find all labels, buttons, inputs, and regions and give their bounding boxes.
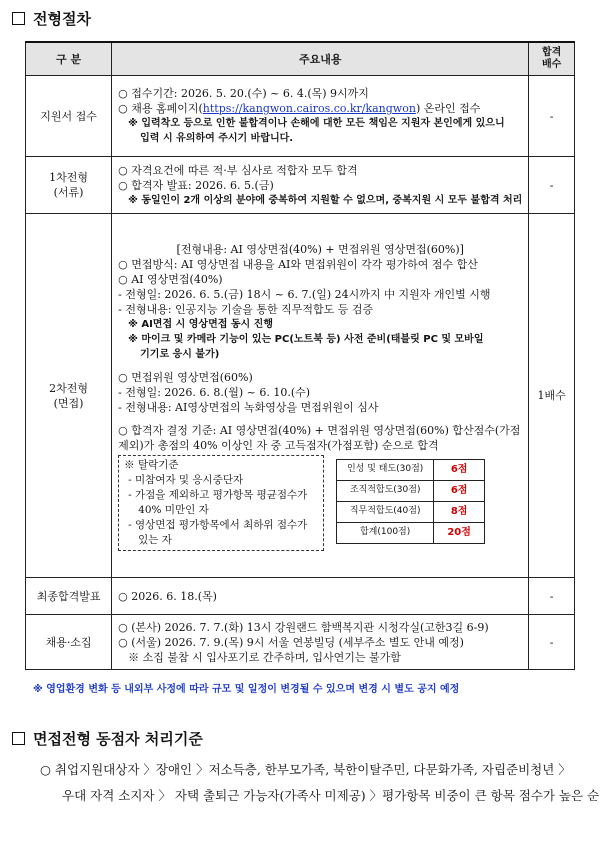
checkbox-square-icon <box>12 12 25 25</box>
schedule-change-notice: ※ 영업환경 변화 등 내외부 사정에 따라 규모 및 일정이 변경될 수 있으며 변경 시 별도 공지 예정 <box>33 684 460 695</box>
section-title-tie-rules <box>12 728 203 749</box>
result-first-stage: - <box>529 157 575 214</box>
criteria-value: 6점 <box>434 459 485 480</box>
category-second-stage <box>26 214 112 578</box>
category-application: 지원서 접수 <box>26 76 112 157</box>
drop-item-2-line2: 40% 미만인 자 <box>138 503 209 516</box>
category-hiring: 채용·소집 <box>26 615 112 670</box>
ai-interview-note1: ※ AI면접 시 영상면접 동시 진행 <box>128 318 273 330</box>
content-final <box>112 578 529 615</box>
criteria-label: 직무적합도(40점) <box>337 501 434 522</box>
ai-interview-date: - 전형일: 2026. 6. 5.(금) 18시 ~ 6. 7.(일) 24시까지 中 지원자 개인별 시행 <box>118 287 491 301</box>
drop-criteria-title: ※ 탈락기준 <box>124 458 179 471</box>
application-period: ○ 접수기간: 2026. 5. 20.(수) ~ 6. 4.(목) 9시까지 <box>118 87 369 100</box>
ai-interview-note2-line1: ※ 마이크 및 카메라 기능이 있는 PC(노트북 등) 사전 준비(태블릿 PC 및 모바일 <box>128 333 484 345</box>
decision-criteria-line1: ○ 합격자 결정 기준: AI 영상면접(40%) + 면접위원 영상면접(60%) 합산점수(가점 <box>118 423 521 437</box>
section-title-text: 면접전형 동점자 처리기준 <box>33 730 203 748</box>
decision-criteria-line2: 제외)가 총점의 40% 이상인 자 중 고득점자(가점포함) 순으로 합격 <box>118 438 439 452</box>
table-header-row <box>26 42 575 76</box>
table-row-hiring <box>26 615 575 670</box>
hiring-line1: ○ (본사) 2026. 7. 7.(화) 13시 강원랜드 함백복지관 시청각실(고한3길 6-9) <box>118 620 489 634</box>
result-second-stage: 1배수 <box>529 214 575 578</box>
section-title-procedure <box>12 8 91 29</box>
category-first-stage <box>26 157 112 214</box>
drop-item-3-line1: - 영상면접 평가항목에서 최하위 점수가 <box>128 518 308 531</box>
procedure-table <box>25 41 575 670</box>
criteria-row <box>337 480 485 501</box>
drop-criteria-box <box>118 455 324 551</box>
second-stage-method: ○ 면접방식: AI 영상면접 내용을 AI와 면접위원이 각각 평가하여 점수 합산 <box>118 257 478 271</box>
first-stage-line2: ○ 합격자 발표: 2026. 6. 5.(금) <box>118 178 274 192</box>
minimum-score-table <box>336 459 485 544</box>
table-row-first-stage <box>26 157 575 214</box>
header-result <box>529 42 575 76</box>
second-stage-name: 2차전형 <box>49 381 89 395</box>
homepage-link[interactable]: https://kangwon.cairos.co.kr/kangwon <box>202 102 416 115</box>
homepage-suffix: ) 온라인 접수 <box>415 102 481 115</box>
result-application: - <box>529 76 575 157</box>
hiring-line2: ○ (서울) 2026. 7. 9.(목) 9시 서울 연봉빌딩 (세부주소 별도 안내 예정) <box>118 635 464 649</box>
header-category: 구 분 <box>26 42 112 76</box>
first-stage-note: ※ 동일인이 2개 이상의 분야에 중복하여 지원할 수 없으며, 중복지원 시 모두 불합격 처리 <box>128 194 523 206</box>
drop-criteria-area <box>118 455 522 551</box>
ai-interview-content: - 전형내용: 인공지능 기술을 통한 직무적합도 등 검증 <box>118 302 374 316</box>
homepage-prefix: ○ 채용 홈페이지( <box>118 102 203 115</box>
criteria-label: 합계(100점) <box>337 522 434 543</box>
criteria-label: 인성 및 태도(30점) <box>337 459 434 480</box>
table-row-application <box>26 76 575 157</box>
section-title-text: 전형절차 <box>33 10 91 28</box>
panel-interview-date: - 전형일: 2026. 6. 8.(월) ~ 6. 10.(수) <box>118 385 311 399</box>
table-row-second-stage <box>26 214 575 578</box>
table-row-final <box>26 578 575 615</box>
tie-rule-line2: 우대 자격 소지자 〉 자택 출퇴근 가능자(가족사 미제공) 〉평가항목 비중이 큰 항목 점수가 높은 순 <box>62 788 600 803</box>
criteria-row <box>337 522 485 543</box>
drop-item-2-line1: - 가점을 제외하고 평가항목 평균점수가 <box>128 488 308 501</box>
result-final: - <box>529 578 575 615</box>
first-stage-name: 1차전형 <box>49 171 89 184</box>
tie-rule-line1: ○ 취업지원대상자 〉장애인 〉저소득층, 한부모가족, 북한이탈주민, 다문화가족, 자립준비청년 〉 <box>40 762 571 777</box>
first-stage-type: (서류) <box>53 186 84 199</box>
header-result-line1: 합격 <box>542 47 562 58</box>
panel-interview-content: - 전형내용: AI영상면접의 녹화영상을 면접위원이 심사 <box>118 400 379 414</box>
criteria-label: 조직적합도(30점) <box>337 480 434 501</box>
header-content: 주요내용 <box>112 42 529 76</box>
application-homepage <box>118 101 522 116</box>
category-final: 최종합격발표 <box>26 578 112 615</box>
first-stage-line1: ○ 자격요건에 따른 적·부 심사로 적합자 모두 합격 <box>118 163 358 177</box>
application-note-line1: ※ 입력착오 등으로 인한 불합격이나 손해에 대한 모든 책임은 지원자 본인에게 있으니 <box>128 118 505 129</box>
result-hiring: - <box>529 615 575 670</box>
criteria-row <box>337 501 485 522</box>
content-application <box>112 76 529 157</box>
criteria-row <box>337 459 485 480</box>
content-hiring <box>112 615 529 670</box>
ai-interview-title: ○ AI 영상면접(40%) <box>118 272 223 286</box>
checkbox-square-icon <box>12 732 25 745</box>
second-stage-heading: [전형내용: AI 영상면접(40%) + 면접위원 영상면접(60%)] <box>176 242 464 256</box>
hiring-line3: ※ 소집 불참 시 입사포기로 간주하며, 입사연기는 불가함 <box>128 650 401 664</box>
second-stage-type: (면접) <box>53 396 84 410</box>
final-line1: ○ 2026. 6. 18.(목) <box>118 589 217 603</box>
drop-item-3-line2: 있는 자 <box>138 533 172 546</box>
criteria-value: 8점 <box>434 501 485 522</box>
content-second-stage <box>112 214 529 578</box>
header-result-line2: 배수 <box>542 59 562 70</box>
ai-interview-note2-line2: 기기로 응시 불가) <box>140 348 220 360</box>
application-note-line2: 입력 시 유의하여 주시기 바랍니다. <box>140 133 294 144</box>
drop-item-1: - 미참여자 및 응시중단자 <box>128 473 244 486</box>
panel-interview-title: ○ 면접위원 영상면접(60%) <box>118 370 253 384</box>
criteria-value: 20점 <box>434 522 485 543</box>
content-first-stage <box>112 157 529 214</box>
criteria-value: 6점 <box>434 480 485 501</box>
